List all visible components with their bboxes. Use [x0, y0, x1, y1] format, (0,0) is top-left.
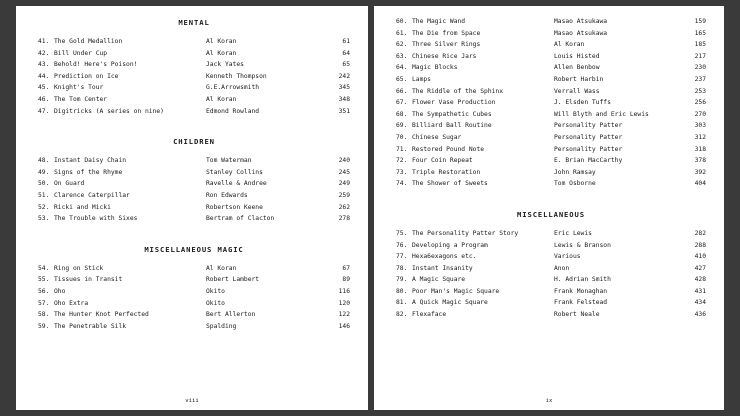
- entry-number: 54.: [38, 264, 50, 272]
- entry-author: Al Koran: [206, 38, 237, 45]
- entry-author: Al Koran: [206, 264, 237, 272]
- entry-author: Tom Osborne: [554, 180, 596, 188]
- entry-page-number: 245: [338, 168, 350, 176]
- entry-page-number: 278: [338, 215, 350, 223]
- contents-entry: [38, 321, 350, 333]
- entry-number: 75.: [396, 229, 408, 237]
- section-heading: CHILDREN: [173, 137, 215, 147]
- entry-page-number: 65: [342, 61, 350, 69]
- contents-entry: [38, 36, 350, 48]
- entry-title: Ricki and Micki: [54, 203, 111, 211]
- entry-page-number: 351: [338, 107, 350, 115]
- entry-title: Ring on Stick: [54, 264, 104, 272]
- entry-author: Al Koran: [554, 41, 585, 49]
- entry-number: 44.: [38, 72, 50, 80]
- entry-number: 61.: [396, 29, 408, 37]
- entry-author: Louis Histed: [554, 52, 600, 60]
- entry-number: 48.: [38, 157, 50, 165]
- entry-title: Oho Extra: [54, 299, 89, 307]
- contents-entry: [396, 62, 706, 74]
- entry-number: 59.: [38, 322, 50, 330]
- entry-title: Tissues in Transit: [54, 276, 123, 284]
- entry-title: Triple Restoration: [412, 168, 481, 176]
- contents-entry: [38, 82, 350, 94]
- entry-number: 66.: [396, 87, 408, 95]
- entry-author: J. Elsden Tuffs: [554, 99, 611, 107]
- entry-page-number: 240: [338, 157, 350, 165]
- entry-author: Frank Monaghan: [554, 287, 608, 295]
- entry-author: Various: [554, 253, 581, 261]
- entry-page-number: 345: [338, 84, 350, 92]
- entry-number: 65.: [396, 75, 408, 83]
- contents-entry: [396, 120, 706, 132]
- contents-entry: [396, 39, 706, 51]
- entry-author: Kenneth Thompson: [206, 72, 267, 80]
- entry-page-number: 410: [694, 253, 706, 261]
- contents-entry: [396, 155, 706, 167]
- entry-author: Bert Allerton: [206, 311, 256, 319]
- entry-author: H. Adrian Smith: [554, 276, 611, 284]
- entry-page-number: 288: [694, 241, 706, 249]
- entry-author: Verrall Wass: [554, 87, 600, 95]
- entry-author: Okito: [206, 299, 225, 307]
- entry-title: Developing a Program: [412, 241, 488, 249]
- entry-author: Jack Yates: [206, 61, 244, 69]
- entry-author: Personality Patter: [554, 133, 623, 141]
- entry-number: 82.: [396, 311, 408, 319]
- entry-number: 56.: [38, 287, 50, 295]
- entry-title: Magic Blocks: [412, 64, 458, 72]
- entry-title: On Guard: [54, 180, 85, 188]
- entry-number: 71.: [396, 145, 408, 153]
- entry-title: Hexa6exagons etc.: [412, 253, 477, 261]
- entry-author: Ravelle & Andree: [206, 180, 267, 188]
- entry-number: 67.: [396, 99, 408, 107]
- entry-author: Okito: [206, 287, 225, 295]
- entry-author: G.E.Arrowsmith: [206, 84, 260, 92]
- contents-entry: [38, 59, 350, 71]
- entry-title: Signs of the Rhyme: [54, 168, 123, 176]
- entry-author: Al Koran: [206, 95, 237, 103]
- contents-entry: [38, 167, 350, 179]
- entry-title: Instant Insanity: [412, 264, 473, 272]
- entry-title: Knight's Tour: [54, 84, 104, 92]
- entry-page-number: 270: [694, 110, 706, 118]
- entry-page-number: 434: [694, 299, 706, 307]
- contents-entry: [38, 178, 350, 190]
- entry-number: 52.: [38, 203, 50, 211]
- contents-entry: [396, 86, 706, 98]
- entry-title: Digitricks (A series on nine): [54, 107, 164, 115]
- entry-author: Allen Benbow: [554, 64, 600, 72]
- entry-author: Spalding: [206, 322, 237, 330]
- contents-entry: [396, 178, 706, 190]
- entry-title: Prediction on Ice: [54, 72, 119, 80]
- entry-page-number: 318: [694, 145, 706, 153]
- section-heading: MISCELLANEOUS MAGIC: [144, 244, 244, 254]
- entry-number: 68.: [396, 110, 408, 118]
- entry-title: Oho: [54, 287, 66, 295]
- entry-page-number: 242: [338, 72, 350, 80]
- entry-page-number: 431: [694, 287, 706, 295]
- entry-title: Four Coin Repeat: [412, 157, 473, 165]
- contents-entry: [396, 274, 706, 286]
- entry-list: [396, 16, 706, 190]
- entry-title: Flower Vase Production: [412, 99, 496, 107]
- entry-author: Personality Patter: [554, 122, 623, 130]
- contents-entry: [396, 97, 706, 109]
- entry-page-number: 312: [694, 133, 706, 141]
- contents-entry: [396, 28, 706, 40]
- contents-entry: [38, 190, 350, 202]
- entry-author: Tom Waterman: [206, 157, 252, 165]
- entry-number: 46.: [38, 95, 50, 103]
- entry-page-number: 427: [694, 264, 706, 272]
- entry-list: [38, 36, 350, 117]
- entry-number: 58.: [38, 311, 50, 319]
- section-gap: [396, 190, 706, 210]
- entry-number: 81.: [396, 299, 408, 307]
- contents-entry: [38, 213, 350, 225]
- entry-title: Chinese Sugar: [412, 133, 462, 141]
- entry-number: 72.: [396, 157, 408, 165]
- entry-page-number: 146: [338, 322, 350, 330]
- contents-entry: [38, 274, 350, 286]
- contents-entry: [38, 286, 350, 298]
- contents-entry: [38, 202, 350, 214]
- entry-author: Robert Harbin: [554, 75, 604, 83]
- contents-entry: [396, 228, 706, 240]
- entry-author: Robertson Keene: [206, 203, 263, 211]
- entry-number: 51.: [38, 191, 50, 199]
- entry-page-number: 230: [694, 64, 706, 72]
- contents-entry: [396, 263, 706, 275]
- entry-number: 42.: [38, 49, 50, 57]
- section-gap: [38, 117, 350, 137]
- entry-title: The Shower of Sweets: [412, 180, 488, 188]
- entry-author: Eric Lewis: [554, 229, 592, 237]
- entry-author: Masao Atsukawa: [554, 18, 608, 25]
- entry-page-number: 159: [694, 18, 706, 25]
- contents-entry: [396, 132, 706, 144]
- entry-title: A Quick Magic Square: [412, 299, 488, 307]
- contents-entry: [38, 106, 350, 118]
- entry-author: Robert Neale: [554, 311, 600, 319]
- contents-entry: [396, 297, 706, 309]
- page-folio-right: ix: [545, 398, 553, 404]
- entry-page-number: 348: [338, 95, 350, 103]
- entry-page-number: 303: [694, 122, 706, 130]
- contents-entry: [38, 309, 350, 321]
- entry-title: Clarence Caterpillar: [54, 191, 130, 199]
- entry-number: 78.: [396, 264, 408, 272]
- contents-entry: [38, 263, 350, 275]
- contents-entry: [396, 51, 706, 63]
- entry-author: Frank Felstead: [554, 299, 608, 307]
- entry-number: 74.: [396, 180, 408, 188]
- entry-author: Bertram of Clacton: [206, 215, 275, 223]
- section-gap: [38, 225, 350, 245]
- entry-title: Chinese Rice Jars: [412, 52, 477, 60]
- entry-page-number: 237: [694, 75, 706, 83]
- page-left: [16, 6, 368, 410]
- entry-page-number: 165: [694, 29, 706, 37]
- entry-title: Lamps: [412, 75, 431, 83]
- section-heading: MISCELLANEOUS: [517, 209, 585, 219]
- contents-entry: [396, 74, 706, 86]
- contents-entry: [396, 240, 706, 252]
- entry-page-number: 217: [694, 52, 706, 60]
- entry-page-number: 64: [342, 49, 350, 57]
- contents-entry: [38, 155, 350, 167]
- contents-entry: [38, 48, 350, 60]
- entry-page-number: 249: [338, 180, 350, 188]
- contents-entry: [396, 167, 706, 179]
- contents-entry: [396, 16, 706, 28]
- entry-list: [38, 263, 350, 333]
- entry-title: The Die from Space: [412, 29, 481, 37]
- entry-author: E. Brian MacCarthy: [554, 157, 623, 165]
- contents-entry: [396, 286, 706, 298]
- entry-title: The Gold Medallion: [54, 38, 123, 45]
- entry-list: [38, 155, 350, 225]
- entry-author: Will Blyth and Eric Lewis: [554, 110, 649, 118]
- entry-title: Flexaface: [412, 311, 447, 319]
- entry-author: John Ramsay: [554, 168, 596, 176]
- contents-entry: [38, 298, 350, 310]
- entry-title: The Sympathetic Cubes: [412, 110, 492, 118]
- entry-title: Three Silver Rings: [412, 41, 481, 49]
- contents-entry: [396, 309, 706, 321]
- entry-number: 80.: [396, 287, 408, 295]
- entry-number: 41.: [38, 38, 50, 45]
- entry-title: The Personality Patter Story: [412, 229, 519, 237]
- contents-entry: [38, 94, 350, 106]
- entry-number: 55.: [38, 276, 50, 284]
- entry-number: 50.: [38, 180, 50, 188]
- entry-title: The Penetrable Silk: [54, 322, 127, 330]
- entry-page-number: 116: [338, 287, 350, 295]
- left-page-sections: [38, 18, 350, 332]
- entry-page-number: 404: [694, 180, 706, 188]
- entry-author: Masao Atsukawa: [554, 29, 608, 37]
- entry-page-number: 428: [694, 276, 706, 284]
- entry-page-number: 378: [694, 157, 706, 165]
- entry-page-number: 256: [694, 99, 706, 107]
- entry-author: Anon: [554, 264, 570, 272]
- entry-page-number: 253: [694, 87, 706, 95]
- entry-author: Stanley Collins: [206, 168, 263, 176]
- entry-page-number: 262: [338, 203, 350, 211]
- entry-title: A Magic Square: [412, 276, 466, 284]
- entry-number: 47.: [38, 107, 50, 115]
- entry-number: 53.: [38, 215, 50, 223]
- entry-number: 60.: [396, 18, 408, 25]
- page-right: [374, 6, 724, 410]
- entry-author: Lewis & Branson: [554, 241, 611, 249]
- entry-author: Personality Patter: [554, 145, 623, 153]
- entry-list: [396, 228, 706, 321]
- entry-title: The Magic Wand: [412, 18, 466, 25]
- entry-page-number: 89: [342, 276, 350, 284]
- entry-number: 79.: [396, 276, 408, 284]
- entry-page-number: 392: [694, 168, 706, 176]
- entry-number: 43.: [38, 61, 50, 69]
- entry-title: The Hunter Knot Perfected: [54, 311, 149, 319]
- entry-author: Ron Edwards: [206, 191, 248, 199]
- entry-page-number: 436: [694, 311, 706, 319]
- entry-title: Instant Daisy Chain: [54, 157, 127, 165]
- entry-page-number: 185: [694, 41, 706, 49]
- entry-page-number: 282: [694, 229, 706, 237]
- entry-page-number: 61: [342, 38, 350, 45]
- entry-number: 70.: [396, 133, 408, 141]
- contents-entry: [396, 251, 706, 263]
- right-page-sections: [396, 16, 706, 321]
- entry-title: The Riddle of the Sphinx: [412, 87, 503, 95]
- section-heading: MENTAL: [178, 18, 210, 27]
- entry-number: 64.: [396, 64, 408, 72]
- contents-entry: [396, 144, 706, 156]
- entry-title: Restored Pound Note: [412, 145, 485, 153]
- entry-title: The Trouble with Sixes: [54, 215, 138, 223]
- entry-number: 69.: [396, 122, 408, 130]
- entry-number: 49.: [38, 168, 50, 176]
- entry-author: Al Koran: [206, 49, 237, 57]
- entry-page-number: 120: [338, 299, 350, 307]
- entry-title: The Tom Center: [54, 95, 108, 103]
- entry-author: Robert Lambert: [206, 276, 260, 284]
- entry-page-number: 67: [342, 264, 350, 272]
- entry-page-number: 259: [338, 191, 350, 199]
- entry-author: Edmond Rowland: [206, 107, 260, 115]
- entry-number: 62.: [396, 41, 408, 49]
- entry-number: 63.: [396, 52, 408, 60]
- entry-title: Poor Man's Magic Square: [412, 287, 500, 295]
- entry-number: 77.: [396, 253, 408, 261]
- contents-entry: [38, 71, 350, 83]
- entry-title: Bill Under Cup: [54, 49, 108, 57]
- entry-page-number: 122: [338, 311, 350, 319]
- entry-number: 45.: [38, 84, 50, 92]
- entry-title: Billiard Ball Routine: [412, 122, 492, 130]
- entry-number: 76.: [396, 241, 408, 249]
- entry-number: 73.: [396, 168, 408, 176]
- entry-number: 57.: [38, 299, 50, 307]
- contents-entry: [396, 109, 706, 121]
- page-folio-left: viii: [185, 398, 199, 404]
- entry-title: Behold! Here's Poison!: [54, 61, 138, 69]
